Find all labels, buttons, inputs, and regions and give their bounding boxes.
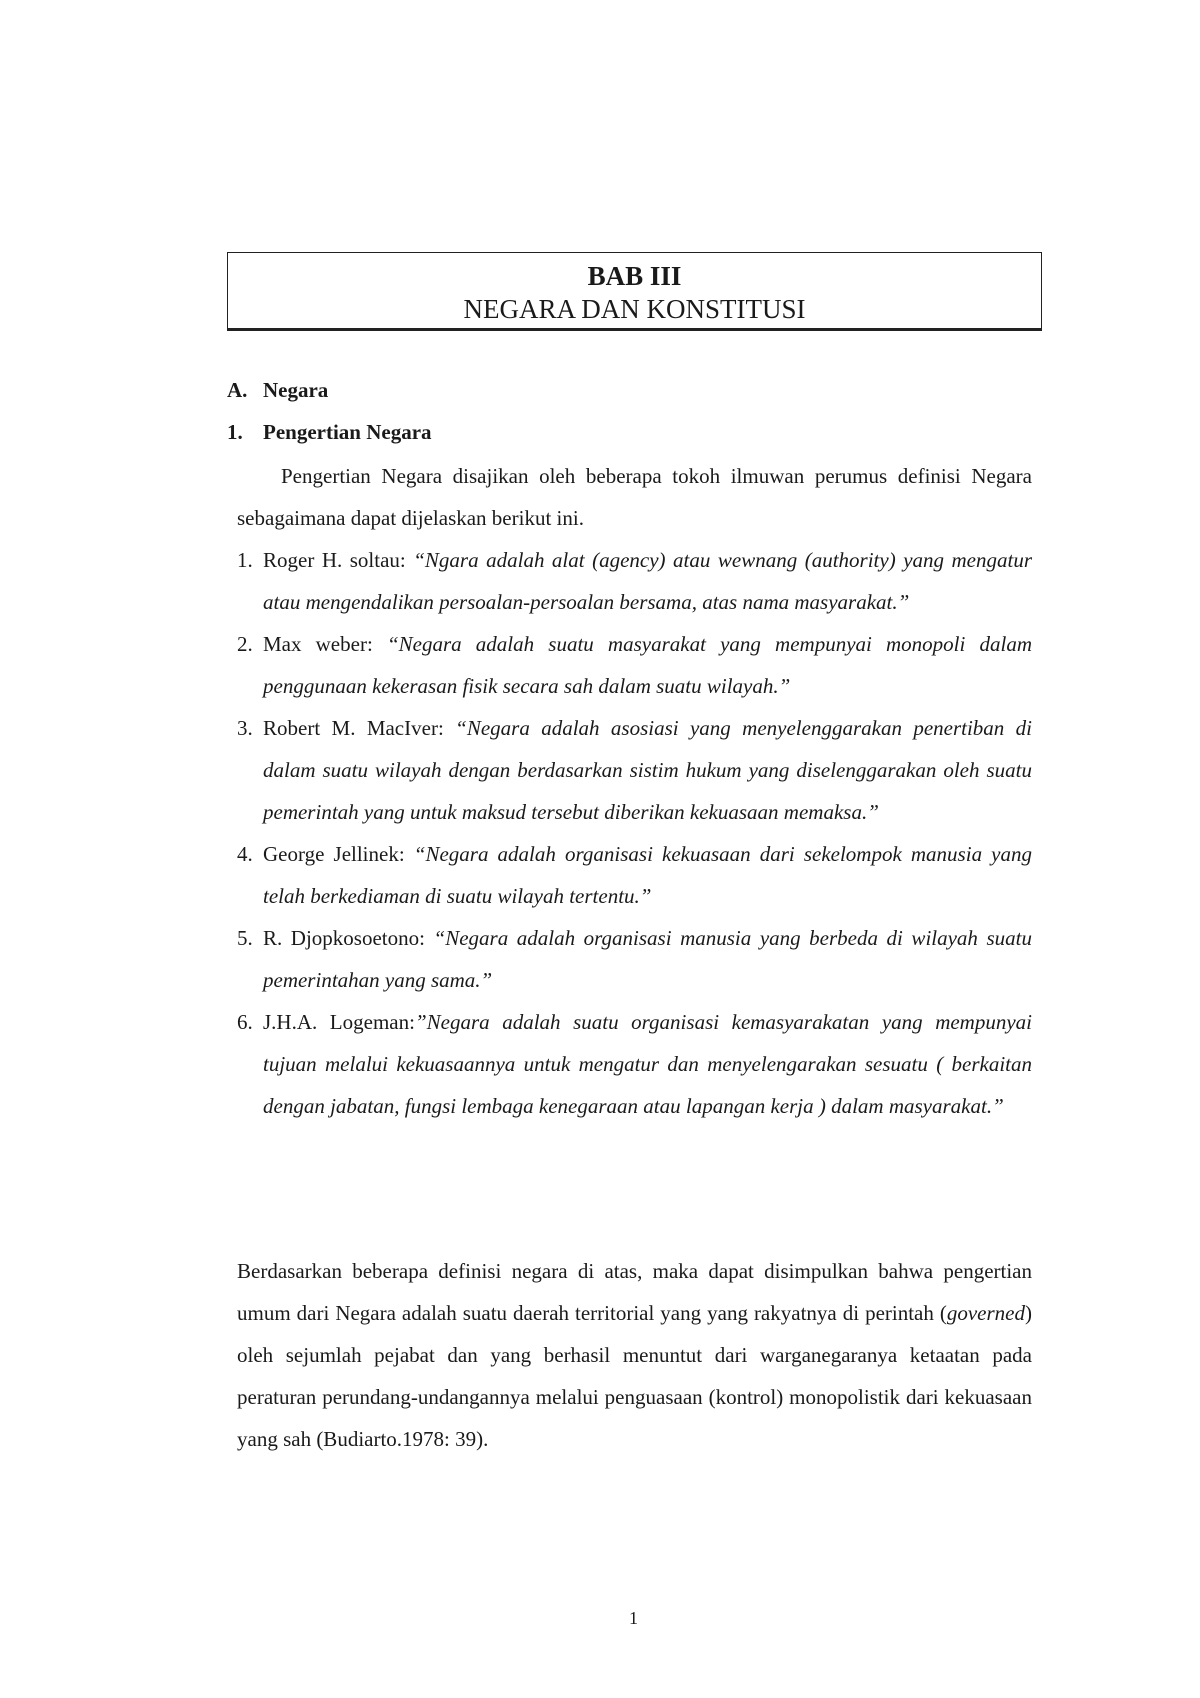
item-author: Roger H. soltau [263, 548, 400, 572]
subsection-heading-1 [227, 420, 432, 445]
item-quote: “Negara adalah asosiasi yang menyelenggarakan penertiban di dalam suatu wilayah dengan berdasarkan sistim hukum yang diselenggarakan oleh suatu pemerintah yang untuk maksud tersebut diberikan kekuasaan memaksa.” [263, 716, 1033, 824]
section-heading-a [227, 378, 328, 403]
item-separator: : [409, 1010, 415, 1034]
chapter-title: NEGARA DAN KONSTITUSI [463, 294, 806, 324]
section-label: Negara [263, 378, 329, 402]
item-quote: “Negara adalah suatu masyarakat yang mempunyai monopoli dalam penggunaan kekerasan fisik secara sah dalam suatu wilayah.” [263, 632, 1032, 698]
summary-text-after: ) oleh sejumlah pejabat dan yang berhasil menuntut dari warganegaranya ketaatan pada peraturan perundang-undangannya melalui penguasaan (kontrol) monopolistik dari kekuasaan yang sah (Budiarto.1978: 39). [237, 1301, 1032, 1451]
summary-emphasis: governed [946, 1301, 1025, 1325]
item-separator: : [366, 632, 387, 656]
subsection-number: 1. [227, 420, 243, 444]
item-index: 3. [237, 716, 253, 740]
item-index: 1. [237, 548, 253, 572]
item-separator: : [399, 548, 414, 572]
item-index: 5. [237, 926, 253, 950]
item-separator: : [437, 716, 456, 740]
subsection-label: Pengertian Negara [263, 420, 432, 444]
summary-paragraph [237, 1250, 1032, 1460]
item-quote: “Negara adalah organisasi kekuasaan dari sekelompok manusia yang telah berkediaman di suatu wilayah tertentu.” [263, 842, 1032, 908]
item-separator: : [419, 926, 434, 950]
item-quote: ”Negara adalah suatu organisasi kemasyarakatan yang mempunyai tujuan melalui kekuasaannya untuk mengatur dan menyelengarakan sesuatu ( berkaitan dengan jabatan, fungsi lembaga kenegaraan atau lapangan kerja ) dalam masyarakat.” [263, 1010, 1033, 1118]
item-author: R. Djopkosoetono [263, 926, 420, 950]
list-item [237, 833, 1032, 917]
item-author: Robert M. MacIver [263, 716, 438, 740]
list-item [237, 623, 1032, 707]
item-index: 2. [237, 632, 253, 656]
item-quote: “Ngara adalah alat (agency) atau wewnang (authority) yang mengatur atau mengendalikan persoalan-persoalan bersama, atas nama masyarakat.” [263, 548, 1033, 614]
list-item [237, 1001, 1032, 1127]
item-author: J.H.A. Logeman [263, 1010, 410, 1034]
list-item [237, 917, 1032, 1001]
chapter-number: BAB III [587, 261, 682, 291]
intro-paragraph: Pengertian Negara disajikan oleh beberapa tokoh ilmuwan perumus definisi Negara sebagaimana dapat dijelaskan berikut ini. [237, 464, 1032, 530]
item-quote: “Negara adalah organisasi manusia yang berbeda di wilayah suatu pemerintahan yang sama.” [263, 926, 1032, 992]
item-author: Max weber [263, 632, 367, 656]
section-number: A. [227, 378, 248, 402]
list-item [237, 707, 1032, 833]
item-author: George Jellinek [263, 842, 399, 866]
list-item [237, 539, 1032, 623]
summary-text-before: Berdasarkan beberapa definisi negara di atas, maka dapat disimpulkan bahwa pengertian umum dari Negara adalah suatu daerah territorial yang yang rakyatnya di perintah ( [237, 1259, 1032, 1325]
definition-list [237, 539, 1032, 1127]
page-number: 1 [629, 1608, 638, 1628]
item-index: 6. [237, 1010, 253, 1034]
chapter-title-box [227, 252, 1042, 331]
item-index: 4. [237, 842, 253, 866]
item-separator: : [398, 842, 414, 866]
